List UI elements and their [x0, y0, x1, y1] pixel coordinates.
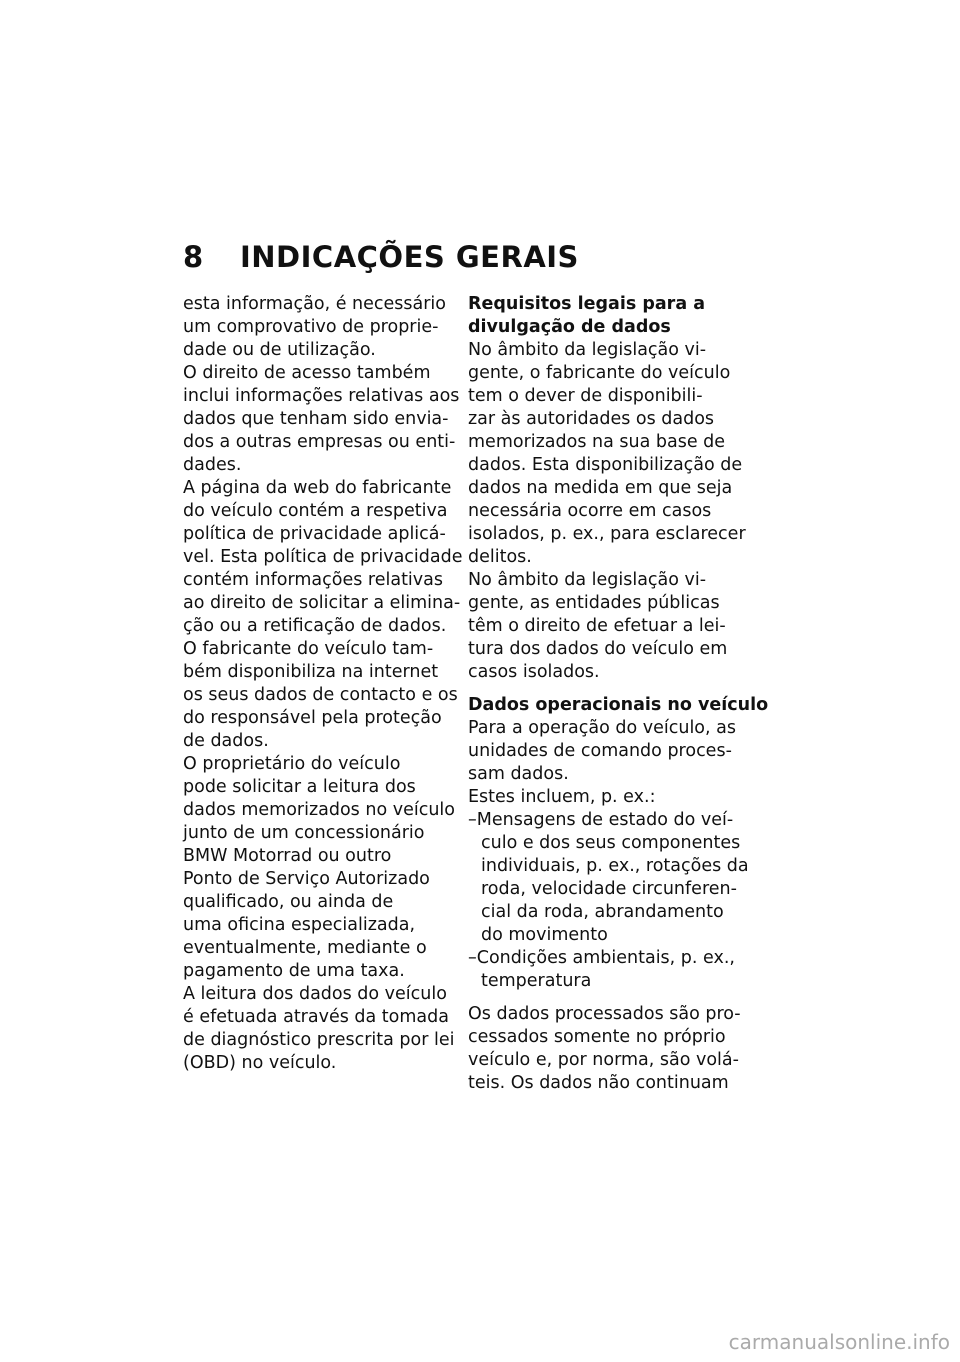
- body-line: Os dados processados são pro-: [468, 1004, 741, 1024]
- body-line: Ponto de Serviço Autorizado: [183, 869, 430, 889]
- list-item-line: temperatura: [481, 971, 592, 991]
- right-column: [468, 293, 769, 1095]
- body-line: os seus dados de contacto e os: [183, 685, 458, 705]
- paragraph-gap: [468, 684, 743, 694]
- body-line: cessados somente no próprio: [468, 1027, 726, 1047]
- body-line: do veículo contém a respetiva: [183, 501, 448, 521]
- body-line: isolados, p. ex., para esclarecer: [468, 524, 746, 544]
- body-line: dade ou de utilização.: [183, 340, 376, 360]
- body-line: zar às autoridades os dados: [468, 409, 715, 429]
- body-line: ao direito de solicitar a elimina-: [183, 593, 461, 613]
- body-line: inclui informações relativas aos: [183, 386, 460, 406]
- body-line: esta informação, é necessário: [183, 294, 446, 314]
- body-line: casos isolados.: [468, 662, 600, 682]
- body-line: gente, as entidades públicas: [468, 593, 720, 613]
- body-line: dos a outras empresas ou enti-: [183, 432, 456, 452]
- body-line: A leitura dos dados do veículo: [183, 984, 447, 1004]
- body-line: necessária ocorre em casos: [468, 501, 712, 521]
- body-line: pode solicitar a leitura dos: [183, 777, 416, 797]
- body-line: dados memorizados no veículo: [183, 800, 455, 820]
- body-line: contém informações relativas: [183, 570, 443, 590]
- body-line: uma oficina especializada,: [183, 915, 416, 935]
- body-line: delitos.: [468, 547, 532, 567]
- body-line: O direito de acesso também: [183, 363, 431, 383]
- body-line: Estes incluem, p. ex.:: [468, 787, 656, 807]
- body-line: gente, o fabricante do veículo: [468, 363, 731, 383]
- body-line: No âmbito da legislação vi-: [468, 340, 707, 360]
- body-line: de diagnóstico prescrita por lei: [183, 1030, 455, 1050]
- list-item-line: –Mensagens de estado do veí-: [468, 810, 734, 830]
- body-line: bém disponibiliza na internet: [183, 662, 439, 682]
- body-line: tem o dever de disponibili-: [468, 386, 703, 406]
- body-line: dades.: [183, 455, 242, 475]
- body-line: do responsável pela proteção: [183, 708, 442, 728]
- chapter-number: 8: [183, 240, 204, 274]
- body-line: política de privacidade aplicá-: [183, 524, 446, 544]
- body-line: (OBD) no veículo.: [183, 1053, 337, 1073]
- body-line: sam dados.: [468, 764, 569, 784]
- body-line: BMW Motorrad ou outro: [183, 846, 392, 866]
- body-line: é efetuada através da tomada: [183, 1007, 449, 1027]
- body-line: pagamento de uma taxa.: [183, 961, 405, 981]
- section-heading: [183, 240, 579, 274]
- body-line: eventualmente, mediante o: [183, 938, 427, 958]
- body-line: A página da web do fabricante: [183, 478, 452, 498]
- left-column: [183, 293, 465, 1075]
- body-line: O fabricante do veículo tam-: [183, 639, 434, 659]
- body-line: têm o direito de efetuar a lei-: [468, 616, 726, 636]
- list-item-line: culo e dos seus componentes: [481, 833, 741, 853]
- body-line: Para a operação do veículo, as: [468, 718, 736, 738]
- list-item-line: –Condições ambientais, p. ex.,: [468, 948, 735, 968]
- body-line: ção ou a retificação de dados.: [183, 616, 447, 636]
- body-line: dados na medida em que seja: [468, 478, 733, 498]
- body-line: tura dos dados do veículo em: [468, 639, 728, 659]
- body-line: de dados.: [183, 731, 269, 751]
- subheading-operational-data: Dados operacionais no veículo: [468, 695, 769, 715]
- body-line: teis. Os dados não continuam: [468, 1073, 729, 1093]
- chapter-title: INDICAÇÕES GERAIS: [240, 240, 579, 274]
- body-line: vel. Esta política de privacidade: [183, 547, 463, 567]
- body-line: O proprietário do veículo: [183, 754, 401, 774]
- body-line: unidades de comando proces-: [468, 741, 732, 761]
- list-item-line: cial da roda, abrandamento: [481, 902, 724, 922]
- body-line: No âmbito da legislação vi-: [468, 570, 707, 590]
- body-line: memorizados na sua base de: [468, 432, 726, 452]
- subheading-legal-requirements: Requisitos legais para a: [468, 294, 706, 314]
- body-line: um comprovativo de proprie-: [183, 317, 439, 337]
- watermark: carmanualsonline.info: [728, 1330, 950, 1354]
- list-item-line: do movimento: [481, 925, 608, 945]
- subheading-legal-requirements: divulgação de dados: [468, 317, 671, 337]
- paragraph-gap: [468, 993, 743, 1003]
- list-item-line: roda, velocidade circunferen-: [481, 879, 737, 899]
- body-line: dados que tenham sido envia-: [183, 409, 449, 429]
- body-line: veículo e, por norma, são volá-: [468, 1050, 739, 1070]
- body-line: qualificado, ou ainda de: [183, 892, 394, 912]
- body-line: junto de um concessionário: [183, 823, 425, 843]
- list-item-line: individuais, p. ex., rotações da: [481, 856, 749, 876]
- body-line: dados. Esta disponibilização de: [468, 455, 743, 475]
